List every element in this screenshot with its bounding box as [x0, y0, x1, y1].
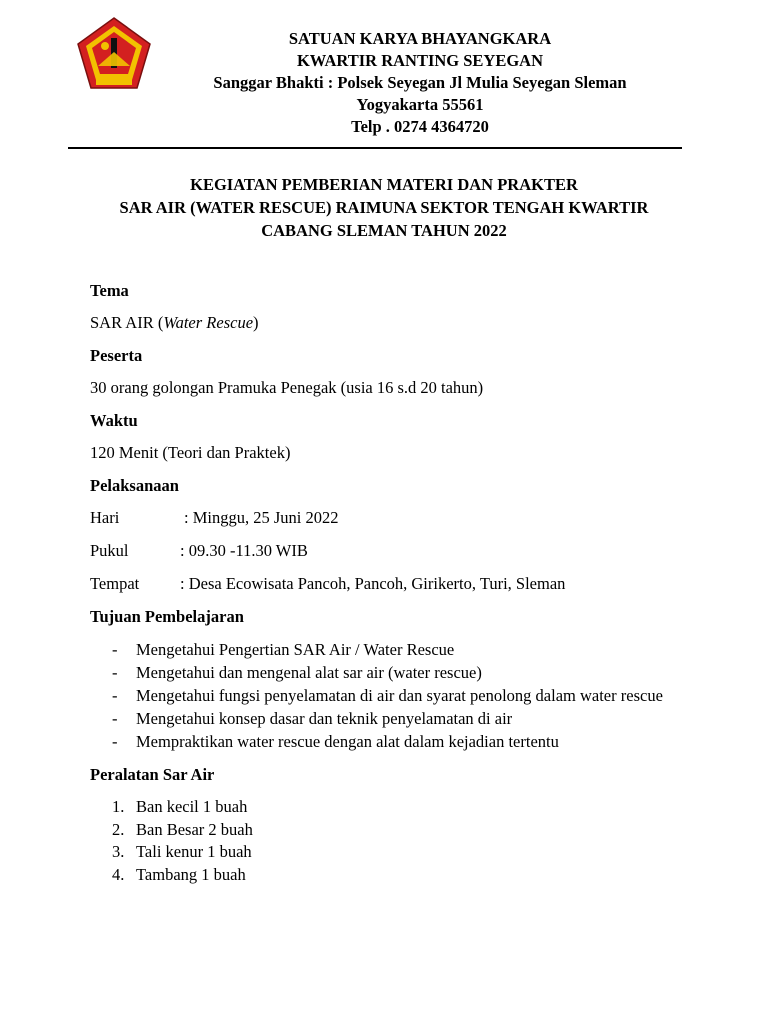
- pelaksanaan-row-tempat: [90, 573, 710, 595]
- org-address: Sanggar Bhakti : Polsek Seyegan Jl Mulia Seyegan Sleman: [213, 73, 627, 92]
- section-heading-waktu: Waktu: [90, 411, 138, 430]
- waktu-text: 120 Menit (Teori dan Praktek): [90, 443, 291, 462]
- org-phone: Telp . 0274 4364720: [351, 117, 489, 136]
- row-label: Hari: [90, 508, 120, 527]
- document-body: [90, 280, 710, 886]
- tema-text: SAR AIR (Water Rescue): [90, 313, 259, 332]
- section-heading-peserta: Peserta: [90, 346, 143, 365]
- section-heading-tema: Tema: [90, 281, 129, 300]
- document-title: [80, 173, 688, 242]
- list-item: 2. Ban Besar 2 buah: [112, 819, 253, 839]
- pelaksanaan-row-pukul: [90, 540, 710, 562]
- org-city: Yogyakarta 55561: [356, 95, 484, 114]
- header-divider: [68, 147, 682, 149]
- row-value: : Minggu, 25 Juni 2022: [184, 508, 339, 527]
- list-item: - Mengetahui fungsi penyelamatan di air dan syarat penolong dalam water rescue: [112, 686, 663, 705]
- list-item: 3. Tali kenur 1 buah: [112, 842, 252, 861]
- pelaksanaan-row-hari: [90, 507, 710, 529]
- section-heading-pelaksanaan: Pelaksanaan: [90, 476, 179, 495]
- tujuan-list: [90, 638, 710, 753]
- peserta-text: 30 orang golongan Pramuka Penegak (usia 16 s.d 20 tahun): [90, 378, 484, 397]
- list-item: 4. Tambang 1 buah: [112, 864, 246, 884]
- list-item: - Mengetahui konsep dasar dan teknik penyelamatan di air: [112, 709, 513, 728]
- letterhead: [160, 28, 680, 138]
- list-item: - Mengetahui Pengertian SAR Air / Water Rescue: [112, 640, 455, 659]
- title-line-3: CABANG SLEMAN TAHUN 2022: [261, 221, 507, 240]
- org-unit: KWARTIR RANTING SEYEGAN: [296, 51, 544, 70]
- row-value: : Desa Ecowisata Pancoh, Pancoh, Girikerto, Turi, Sleman: [180, 574, 566, 593]
- row-label: Pukul: [90, 541, 129, 560]
- list-item: - Mengetahui dan mengenal alat sar air (water rescue): [112, 663, 482, 682]
- saka-bhayangkara-logo-icon: [76, 16, 152, 92]
- section-heading-tujuan: Tujuan Pembelajaran: [90, 607, 244, 626]
- list-item: 1. Ban kecil 1 buah: [112, 797, 248, 816]
- row-value: : 09.30 -11.30 WIB: [180, 541, 308, 560]
- org-name: SATUAN KARYA BHAYANGKARA: [288, 29, 552, 48]
- peralatan-list: [90, 796, 710, 886]
- row-label: Tempat: [90, 574, 140, 593]
- title-line-1: KEGIATAN PEMBERIAN MATERI DAN PRAKTER: [190, 175, 578, 194]
- list-item: - Mempraktikan water rescue dengan alat dalam kejadian tertentu: [112, 732, 559, 751]
- section-heading-peralatan: Peralatan Sar Air: [90, 765, 215, 784]
- title-line-2: SAR AIR (WATER RESCUE) RAIMUNA SEKTOR TENGAH KWARTIR: [119, 198, 649, 217]
